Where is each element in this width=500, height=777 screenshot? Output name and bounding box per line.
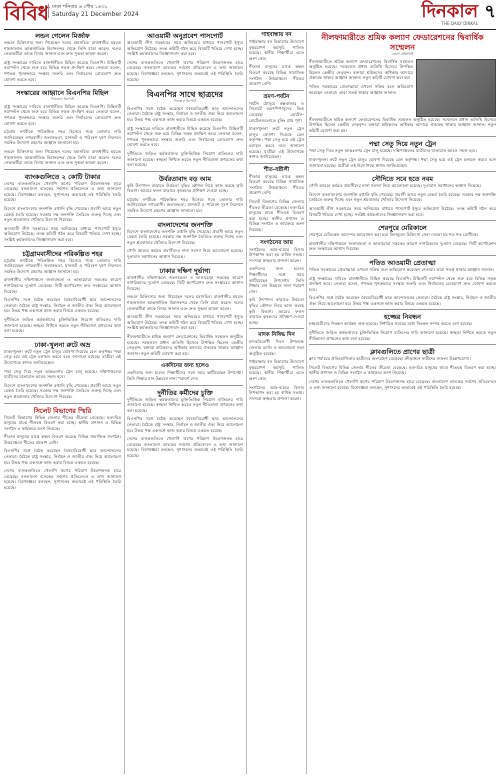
article-text: পদ্মা সেতু দিয়ে নতুন আন্তঃনগর ট্রেন চালু হয়েছে। দক্ষিণাঞ্চলের যাত্রীদের যাতায়াত আরও সহজ হবে। bbox=[4, 368, 121, 380]
article-text: পর্যটন মৌসুমে কক্সবাজার ও সিলেটে ভ্রমণপিপাসুদের ভিড় বেড়েছে। হোটেল-মোটেলগুলোতে বুকিং প্রায় পূর্ণ। bbox=[249, 100, 304, 123]
article-text: চট্টগ্রাম নগরীকে পরিকল্পিত শহর হিসেবে গড়ে তোলার দাবি জানিয়েছেন নগরবাসী। জলাবদ্ধতা, যানজট ও পরিবেশ দূষণ নিরসনে সমন্বিত উদ্যোগ গ্রহণের আহ্বান জানানো হয়। bbox=[4, 257, 121, 274]
byline: দিনকাল রিপোর্ট bbox=[173, 99, 197, 104]
headline[interactable]: শীত-বস্ত্রীলী bbox=[263, 166, 290, 173]
article-text: লন্ডনে চিকিৎসার জন্য গিয়েছেন দলের মহাসচিব। রাজধানীর হযরত শাহজালাল আন্তর্জাতিক বিমানবন্দর থেকে তিনি যাত্রা করেন। দলের নেতাকর্মীরা তাকে বিদায় জানান এবং দ্রুত সুস্থতা কামনা করেন। bbox=[4, 40, 121, 57]
article-text: পতিত সরকারের প্রেতাত্মারা এখনো সক্রিয় বলে অভিযোগ করেছেন নেতারা। তারা সতর্ক থাকার আহ্বান জানান। bbox=[309, 83, 413, 95]
separator bbox=[127, 217, 243, 218]
article-text: সৌদি আরবে কর্মরত প্রবাসীদের নানা সমস্যা নিয়ে আলোচনা হয়েছে। দূতাবাস সমাধানের আশ্বাস দিয়েছে। bbox=[309, 183, 482, 189]
headline[interactable]: পদ্মা সেতু দিয়ে নতুন ট্রেন bbox=[368, 140, 437, 149]
headline[interactable]: ভ্রমণ-পর্যটন bbox=[263, 93, 290, 100]
article-text: সৌদি আরবে কর্মরত প্রবাসীদের নানা সমস্যা নিয়ে আলোচনা হয়েছে। দূতাবাস সমাধানের আশ্বাস দিয়েছে। bbox=[127, 248, 243, 260]
article-text: বিদেশে বাংলাদেশের জনশক্তি রপ্তানি বৃদ্ধি পেয়েছে। প্রবাসী আয়ে নতুন রেকর্ড তৈরি হয়েছে। সরকার দক্ষ জনশক্তি তৈরিতে গুরুত্ব দিচ্ছে এবং নতুন শ্রমবাজার খোঁজার উদ্যোগ নিয়েছে। bbox=[4, 206, 121, 223]
article-text: রাজধানীর দক্ষিণাঞ্চলে জলাবদ্ধতা ও ভাঙাচোরা সড়কের কারণে নাগরিকদের দুর্ভোগ বেড়েছে। সিটি কর্পোরেশন দ্রুত সংস্কারের আশ্বাস দিয়েছে। bbox=[127, 274, 243, 291]
separator bbox=[127, 359, 243, 360]
separator bbox=[127, 171, 243, 172]
date-english: Saturday 21 December 2024 bbox=[52, 11, 139, 18]
separator bbox=[4, 337, 121, 338]
separator bbox=[249, 328, 304, 329]
article-text: শীতার্ত মানুষের মাঝে কম্বল বিতরণ করেছে বিভিন্ন সামাজিক সংগঠন। উত্তরাঞ্চলে শীতের প্রকোপ বেশি। bbox=[249, 173, 304, 196]
article-text: দুর্নীতিতে জড়িত কর্মকর্তাদের চুক্তিভিত্তিক নিয়োগ বাতিলের দাবি জানানো হয়েছে। স্বচ্ছতা নিশ্চিত করতে নতুন নীতিমালা প্রণয়নের কথা বলা হয়েছে। bbox=[127, 150, 243, 168]
article-text: বিএনপির সঙ্গে বৈঠক করেছেন বৈষম্যবিরোধী ছাত্র আন্দোলনের নেতারা। বৈঠকে রাষ্ট্র সংস্কার, নির্বাচন ও জাতীয় ঐক্য নিয়ে আলোচনা হয়। উভয় পক্ষ একসঙ্গে কাজ করার বিষয়ে একমত হয়েছে। bbox=[127, 416, 243, 433]
article-text: আওয়ামী লীগ সরকারের সময় অনিয়মের মাধ্যমে পাসপোর্ট ইস্যুর অভিযোগ উঠেছে। তদন্ত কমিটি গঠন করে বিষয়টি খতিয়ে দেখা হচ্ছে। সংশ্লিষ্ট কর্মকর্তাদের জিজ্ঞাসাবাদ করা হবে। bbox=[4, 225, 121, 243]
article-text: দেশের ব্যাংকগুলিতে খেলাপি ঋণের পরিমাণ উদ্বেগজনক হারে বেড়েছে। বাংলাদেশ ব্যাংকের সর্বশেষ প্রতিবেদনে এ তথ্য জানানো হয়েছে। বিশেষজ্ঞরা বলছেন, সুশাসনের অভাবেই এই পরিস্থিতি তৈরি হয়েছে। bbox=[4, 468, 121, 491]
article-text: চট্টগ্রাম নগরীকে পরিকল্পিত শহর হিসেবে গড়ে তোলার দাবি জানিয়েছেন নগরবাসী। জলাবদ্ধতা, যানজট ও পরিবেশ দূষণ নিরসনে সমন্বিত উদ্যোগ গ্রহণের আহ্বান জানানো হয়। bbox=[127, 196, 243, 214]
page-number: ৭ bbox=[484, 1, 496, 22]
article-text: শেরপুরে মেডিকেল ক্যাম্পের আয়োজন করা হয়। বিনামূল্যে চিকিৎসা সেবা দেওয়া হয় শত শত রোগীকে। bbox=[309, 232, 479, 238]
headline[interactable]: আওয়ামী অনুপ্রবেশ পাসপোর্ট bbox=[147, 32, 223, 40]
article-text: বিএনপির সঙ্গে বৈঠক করেছেন বৈষম্যবিরোধী ছাত্র আন্দোলনের নেতারা। বৈঠকে রাষ্ট্র সংস্কার, নির্বাচন ও জাতীয় ঐক্য নিয়ে আলোচনা হয়। উভয় পক্ষ একসঙ্গে কাজ করার বিষয়ে একমত হয়েছে। bbox=[127, 105, 243, 122]
article-text: বিদেশে বাংলাদেশের জনশক্তি রপ্তানি বৃদ্ধি পেয়েছে। প্রবাসী আয়ে নতুন রেকর্ড তৈরি হয়েছে। সরকার দক্ষ জনশক্তি তৈরিতে গুরুত্ব দিচ্ছে এবং নতুন শ্রমবাজার খোঁজার উদ্যোগ নিয়েছে। bbox=[4, 382, 121, 399]
headline[interactable]: শেরপুরে মেরিকালে bbox=[378, 224, 427, 233]
article-text: পতিত সরকারের প্রেতাত্মারা এখনো সক্রিয় বলে অভিযোগ করেছেন নেতারা। তারা সতর্ক থাকার আহ্বান জানান। bbox=[309, 266, 494, 272]
column-divider bbox=[124, 32, 125, 774]
article-text: বিএনপির সঙ্গে বৈঠক করেছেন বৈষম্যবিরোধী ছাত্র আন্দোলনের নেতারা। বৈঠকে রাষ্ট্র সংস্কার, নির্বাচন ও জাতীয় ঐক্য নিয়ে আলোচনা হয়। উভয় পক্ষ একসঙ্গে কাজ করার বিষয়ে একমত হয়েছে। bbox=[309, 295, 496, 306]
article-text: রাজধানীর দক্ষিণাঞ্চলে জলাবদ্ধতা ও ভাঙাচোরা সড়কের কারণে নাগরিকদের দুর্ভোগ বেড়েছে। সিটি কর্পোরেশন দ্রুত সংস্কারের আশ্বাস দিয়েছে। bbox=[309, 240, 496, 252]
separator bbox=[4, 403, 121, 404]
column-3 bbox=[249, 32, 304, 774]
separator bbox=[4, 85, 121, 86]
article-text: ঢাকা-খুলনা রুটে নতুন ট্রেন চালুর ঘোষণা দিয়েছে রেল কর্তৃপক্ষ। পদ্মা সেতু হয়ে এই ট্রেন চলাচল করবে বলে জানানো হয়েছে। যাত্রীরা এই উদ্যোগকে স্বাগত জানিয়েছেন। bbox=[249, 126, 304, 160]
article-text: সংগঠনের আয়-ব্যয়ের হিসাব উপস্থাপন করা হয় বার্ষিক সভায়। সদস্যরা স্বচ্ছতার প্রশংসা করেন। bbox=[249, 246, 304, 263]
masthead bbox=[4, 2, 496, 28]
separator bbox=[309, 136, 496, 137]
article-text: কৃষি উৎপাদন বাড়াতে উর্বরতা বৃদ্ধির কৌশল নিয়ে কাজ করছে কৃষি বিভাগ। আমের ফলন বাড়াতে কৃষকদের প্রশিক্ষণ দেওয়া হচ্ছে। bbox=[249, 297, 304, 325]
headline[interactable]: বিএনপির সাথে ছাত্রদের bbox=[146, 89, 224, 100]
article-text: গাইবান্ধায় বন বিভাগের উদ্যোগে বৃক্ষরোপণ কর্মসূচি পালিত হয়েছে। স্থানীয় শিক্ষার্থীরা এতে অংশ নেয়। bbox=[249, 359, 304, 381]
date-box bbox=[48, 4, 139, 18]
separator bbox=[249, 236, 304, 237]
separator bbox=[4, 169, 121, 170]
column-divider bbox=[246, 32, 247, 774]
separator bbox=[249, 90, 304, 91]
column-divider bbox=[306, 32, 307, 774]
article-text: আওয়ামী লীগ সরকারের সময় অনিয়মের মাধ্যমে পাসপোর্ট ইস্যুর অভিযোগ উঠেছে। তদন্ত কমিটি গঠন করে বিষয়টি খতিয়ে দেখা হচ্ছে। সংশ্লিষ্ট কর্মকর্তাদের জিজ্ঞাসাবাদ করা হবে। bbox=[127, 40, 243, 57]
article-text: শীতার্ত মানুষের মাঝে কম্বল বিতরণ করেছে বিভিন্ন সামাজিক সংগঠন। উত্তরাঞ্চলে শীতের প্রকোপ বেশি। bbox=[249, 64, 304, 87]
article-text: লন্ডনে চিকিৎসার জন্য গিয়েছেন দলের মহাসচিব। রাজধানীর হযরত শাহজালাল আন্তর্জাতিক বিমানবন্দর থেকে তিনি যাত্রা করেন। দলের নেতাকর্মীরা তাকে বিদায় জানান এবং দ্রুত সুস্থতা কামনা করেন। bbox=[127, 294, 243, 311]
article-text: রাষ্ট্র সংস্কারের দাবিতে রাজধানীতে মিছিল করেছে বিএনপি। মিছিলটি নয়াপল্টন থেকে শুরু হয়ে বিভিন্ন সড়ক প্রদক্ষিণ করে। নেতারা বলেন, গণতন্ত্র পুনরুদ্ধারে সংস্কার জরুরি এবং নির্বাচনের রোডম্যাপ দ্রুত ঘোষণা করতে হবে। bbox=[127, 125, 243, 148]
article-text: সিলেট বিভাগের বিভিন্ন জেলায় শীতের তীব্রতা বেড়েছে। হতদরিদ্র মানুষের মাঝে শীতবস্ত্র বিতরণ করা হচ্ছে। স্থানীয় প্রশাসন ও বিভিন্ন সংগঠন এ কার্যক্রমে অংশ নিয়েছে। bbox=[309, 364, 496, 376]
headline[interactable]: ব্যাংকগুলিতে ২ কোটি টাকার bbox=[24, 172, 101, 181]
headline[interactable]: দুর্নীতির কর্মীদের চুক্তি bbox=[157, 388, 213, 397]
separator bbox=[127, 85, 243, 86]
headline[interactable]: লন্ডন গেলেন মির্জাফ bbox=[35, 32, 90, 40]
separator bbox=[309, 344, 496, 345]
article-text: দুর্নীতিতে জড়িত কর্মকর্তাদের চুক্তিভিত্তিক নিয়োগ বাতিলের দাবি জানানো হয়েছে। স্বচ্ছতা নিশ্চিত করতে নতুন নীতিমালা প্রণয়নের কথা বলা হয়েছে। bbox=[127, 396, 243, 413]
article-text: একদিনের জন্য হলেও শিক্ষার্থীদের সঙ্গে সময় কাটিয়েছেন উপদেষ্টা। তিনি শিক্ষার মান উন্নয়নে নানা পরামর্শ দেন। bbox=[127, 370, 243, 381]
article-text: বিএনপির সঙ্গে বৈঠক করেছেন বৈষম্যবিরোধী ছাত্র আন্দোলনের নেতারা। বৈঠকে রাষ্ট্র সংস্কার, নির্বাচন ও জাতীয় ঐক্য নিয়ে আলোচনা হয়। উভয় পক্ষ একসঙ্গে কাজ করার বিষয়ে একমত হয়েছে। bbox=[4, 297, 121, 314]
column-2 bbox=[127, 32, 243, 774]
headline[interactable]: পতিত আওয়ামী প্রেতাত্মা bbox=[369, 258, 436, 267]
headline[interactable]: হজ্জের নিবন্ধন bbox=[383, 313, 422, 322]
separator bbox=[4, 246, 121, 247]
masthead-rule bbox=[4, 29, 496, 30]
headline[interactable]: ঢাকা-খুলনা রুটে অভ্র bbox=[34, 340, 91, 349]
article-text: ঢাকা-খুলনা রুটে নতুন ট্রেন চালুর ঘোষণা দিয়েছে রেল কর্তৃপক্ষ। পদ্মা সেতু হয়ে এই ট্রেন চলাচল করবে বলে জানানো হয়েছে। যাত্রীরা এই উদ্যোগকে স্বাগত জানিয়েছেন। bbox=[4, 348, 121, 365]
article-text: দুর্নীতিতে জড়িত কর্মকর্তাদের চুক্তিভিত্তিক নিয়োগ বাতিলের দাবি জানানো হয়েছে। স্বচ্ছতা নিশ্চিত করতে নতুন নীতিমালা প্রণয়নের কথা বলা হয়েছে। bbox=[4, 316, 121, 334]
date-bangla: ঢাকা শনিবার ৬ পৌষ ১৪৩১ bbox=[52, 4, 108, 10]
separator bbox=[309, 220, 496, 221]
article-text: গাইবান্ধায় বন বিভাগের উদ্যোগে বৃক্ষরোপণ কর্মসূচি পালিত হয়েছে। স্থানীয় শিক্ষার্থীরা এতে অংশ নেয়। bbox=[249, 39, 304, 61]
lead-headline[interactable]: নীলফামারীতে শ্রমিক কল্যাণ ফেডারেশনের দ্বিবার্ষিক সম্মেলন bbox=[321, 32, 484, 52]
article-text: সিলেট বিভাগের বিভিন্ন জেলায় শীতের তীব্রতা বেড়েছে। হতদরিদ্র মানুষের মাঝে শীতবস্ত্র বিতরণ করা হচ্ছে। স্থানীয় প্রশাসন ও বিভিন্ন সংগঠন এ কার্যক্রমে অংশ নিয়েছে। bbox=[4, 414, 121, 431]
article-text: দেশের ব্যাংকগুলিতে খেলাপি ঋণের পরিমাণ উদ্বেগজনক হারে বেড়েছে। বাংলাদেশ ব্যাংকের সর্বশেষ প্রতিবেদনে এ তথ্য জানানো হয়েছে। বিশেষজ্ঞরা বলছেন, সুশাসনের অভাবেই এই পরিস্থিতি তৈরি হয়েছে। bbox=[309, 379, 496, 390]
article-text: বিদেশে বাংলাদেশের জনশক্তি রপ্তানি বৃদ্ধি পেয়েছে। প্রবাসী আয়ে নতুন রেকর্ড তৈরি হয়েছে। সরকার দক্ষ জনশক্তি তৈরিতে গুরুত্ব দিচ্ছে এবং নতুন শ্রমবাজার খোঁজার উদ্যোগ নিয়েছে। bbox=[127, 228, 243, 245]
article-text: ক্লাব পর্যায়ের প্রতিযোগিতায় ছাত্রীদের অংশগ্রহণ বেড়েছে। ক্রীড়াঙ্গনে নারীদের সাফল্য উল্লেখযোগ্য। bbox=[309, 356, 471, 362]
article-text: দেশের ব্যাংকগুলিতে খেলাপি ঋণের পরিমাণ উদ্বেগজনক হারে বেড়েছে। বাংলাদেশ ব্যাংকের সর্বশেষ প্রতিবেদনে এ তথ্য জানানো হয়েছে। বিশেষজ্ঞরা বলছেন, সুশাসনের অভাবেই এই পরিস্থিতি তৈরি হয়েছে। bbox=[127, 436, 243, 458]
article-text: আওয়ামী লীগ সরকারের সময় অনিয়মের মাধ্যমে পাসপোর্ট ইস্যুর অভিযোগ উঠেছে। তদন্ত কমিটি গঠন করে বিষয়টি খতিয়ে দেখা হচ্ছে। সংশ্লিষ্ট কর্মকর্তাদের জিজ্ঞাসাবাদ করা হবে। bbox=[309, 205, 496, 217]
article-text: রাষ্ট্র সংস্কারের দাবিতে রাজধানীতে মিছিল করেছে বিএনপি। মিছিলটি নয়াপল্টন থেকে শুরু হয়ে বিভিন্ন সড়ক প্রদক্ষিণ করে। নেতারা বলেন, গণতন্ত্র পুনরুদ্ধারে সংস্কার জরুরি এবং নির্বাচনের রোডম্যাপ দ্রুত ঘোষণা করতে হবে। bbox=[4, 103, 121, 126]
article-text: কৃষি উৎপাদন বাড়াতে উর্বরতা বৃদ্ধির কৌশল নিয়ে কাজ করছে কৃষি বিভাগ। আমের ফলন বাড়াতে কৃষকদের প্রশিক্ষণ দেওয়া হচ্ছে। bbox=[127, 182, 243, 194]
byline: দিনকাল রিপোর্ট bbox=[51, 97, 74, 102]
lead-story-text bbox=[309, 59, 413, 117]
headline[interactable]: সংগঠনের আয় bbox=[260, 239, 293, 246]
article-text: দেশের ব্যাংকগুলিতে খেলাপি ঋণের পরিমাণ উদ্বেগজনক হারে বেড়েছে। বাংলাদেশ ব্যাংকের সর্বশেষ প্রতিবেদনে এ তথ্য জানানো হয়েছে। বিশেষজ্ঞরা বলছেন, সুশাসনের অভাবেই এই পরিস্থিতি তৈরি হয়েছে। bbox=[127, 59, 243, 82]
separator bbox=[309, 255, 496, 256]
article-text: চট্টগ্রাম নগরীকে পরিকল্পিত শহর হিসেবে গড়ে তোলার দাবি জানিয়েছেন নগরবাসী। জলাবদ্ধতা, যানজট ও পরিবেশ দূষণ নিরসনে সমন্বিত উদ্যোগ গ্রহণের আহ্বান জানানো হয়। bbox=[4, 129, 121, 146]
separator bbox=[127, 385, 243, 386]
article-text: হজ্জযাত্রীদের নিবন্ধন কার্যক্রম শুরু হয়েছে। নির্ধারিত সময়ের মধ্যে নিবন্ধন সম্পন্ন করতে বলা হয়েছে। bbox=[309, 321, 473, 327]
headline[interactable]: সংস্কারের আহ্বানে বিএনপির মিছিল bbox=[16, 89, 109, 98]
headline[interactable]: সিলেট বিভাগের স্মিরি bbox=[33, 406, 92, 415]
article-text: বিএনপির সঙ্গে বৈঠক করেছেন বৈষম্যবিরোধী ছাত্র আন্দোলনের নেতারা। বৈঠকে রাষ্ট্র সংস্কার, নির্বাচন ও জাতীয় ঐক্য নিয়ে আলোচনা হয়। উভয় পক্ষ একসঙ্গে কাজ করার বিষয়ে একমত হয়েছে। bbox=[4, 448, 121, 465]
article-text: পদ্মা সেতু দিয়ে নতুন আন্তঃনগর ট্রেন চালু হয়েছে। দক্ষিণাঞ্চলের যাত্রীদের যাতায়াত আরও সহজ হবে। bbox=[309, 148, 477, 154]
headline[interactable]: ক্লাবগুলিতে প্রাণের ছাত্রী bbox=[370, 348, 435, 357]
article-text: রাষ্ট্র সংস্কারের দাবিতে রাজধানীতে মিছিল করেছে বিএনপি। মিছিলটি নয়াপল্টন থেকে শুরু হয়ে বিভিন্ন সড়ক প্রদক্ষিণ করে। নেতারা বলেন, গণতন্ত্র পুনরুদ্ধারে সংস্কার জরুরি এবং নির্বাচনের রোডম্যাপ দ্রুত ঘোষণা করতে হবে। bbox=[309, 275, 496, 292]
article-text: দুর্নীতিতে জড়িত কর্মকর্তাদের চুক্তিভিত্তিক নিয়োগ বাতিলের দাবি জানানো হয়েছে। স্বচ্ছতা নিশ্চিত করতে নতুন নীতিমালা প্রণয়নের কথা বলা হয়েছে। bbox=[309, 330, 496, 341]
headline[interactable]: একদিনের জন্য হলেও bbox=[161, 363, 209, 370]
article-text: নীলফামারীতে শ্রমিক কল্যাণ ফেডারেশনের দ্বিবার্ষিক সম্মেলন অনুষ্ঠিত হয়েছে। সম্মেলনে প্রধান অতিথি হিসেবে উপস্থিত ছিলেন কেন্দ্রীয় নেতৃবৃন্দ। বক্তারা শ্রমিকদের অধিকার আদায়ে ঐক্যবদ্ধ থাকার আহ্বান জানান। নতুন কমিটি ঘোষণা করা হয়। bbox=[309, 58, 413, 81]
section-title: বিবিধ bbox=[4, 1, 49, 25]
headline[interactable]: মাদক নিষিদ্ধ দিন bbox=[258, 332, 295, 339]
headline[interactable]: চট্টগ্রামবাসীদের পরিকল্পিত শহর bbox=[22, 249, 103, 258]
headline[interactable]: ঢাকার দক্ষিণ দুর্ভাগ্য bbox=[159, 266, 211, 275]
headline[interactable]: গাইবান্ধায় বন bbox=[261, 32, 292, 38]
byline: জেলা প্রতিনিধি bbox=[391, 52, 414, 56]
separator bbox=[249, 163, 304, 164]
column-4 bbox=[309, 32, 496, 774]
brand-subtitle: THE DAILY DINKAL bbox=[441, 21, 478, 26]
brand-logo: দিনকাল bbox=[421, 1, 478, 22]
article-text: শীতার্ত মানুষের মাঝে কম্বল বিতরণ করেছে বিভিন্ন সামাজিক সংগঠন। উত্তরাঞ্চলে শীতের প্রকোপ বেশি। bbox=[4, 434, 121, 445]
column-1 bbox=[4, 32, 121, 774]
article-text: লন্ডনে চিকিৎসার জন্য গিয়েছেন দলের মহাসচিব। রাজধানীর হযরত শাহজালাল আন্তর্জাতিক বিমানবন্দর থেকে তিনি যাত্রা করেন। দলের নেতাকর্মীরা তাকে বিদায় জানান এবং দ্রুত সুস্থতা কামনা করেন। bbox=[4, 148, 121, 166]
article-text: একদিনের জন্য হলেও শিক্ষার্থীদের সঙ্গে সময় কাটিয়েছেন উপদেষ্টা। তিনি শিক্ষার মান উন্নয়নে নানা পরামর্শ দেন। bbox=[249, 266, 304, 294]
article-text: মাদকবিরোধী দিবস উপলক্ষে জেলায় র‍্যালি ও আলোচনা সভা অনুষ্ঠিত হয়েছে। bbox=[249, 339, 304, 356]
article-text: সংগঠনের আয়-ব্যয়ের হিসাব উপস্থাপন করা হয় বার্ষিক সভায়। সদস্যরা স্বচ্ছতার প্রশংসা করেন। bbox=[249, 384, 304, 401]
article-text: ঢাকা-খুলনা রুটে নতুন ট্রেন চালুর ঘোষণা দিয়েছে রেল কর্তৃপক্ষ। পদ্মা সেতু হয়ে এই ট্রেন চলাচল করবে বলে জানানো হয়েছে। যাত্রীরা এই উদ্যোগকে স্বাগত জানিয়েছেন। bbox=[309, 156, 496, 168]
separator bbox=[127, 263, 243, 264]
separator bbox=[309, 309, 496, 310]
lead-story bbox=[309, 59, 496, 117]
news-photo[interactable] bbox=[416, 59, 496, 117]
headline[interactable]: সৌদিতে সবে হতে নবম bbox=[372, 175, 433, 184]
article-text: আওয়ামী লীগ সরকারের সময় অনিয়মের মাধ্যমে পাসপোর্ট ইস্যুর অভিযোগ উঠেছে। তদন্ত কমিটি গঠন করে বিষয়টি খতিয়ে দেখা হচ্ছে। সংশ্লিষ্ট কর্মকর্তাদের জিজ্ঞাসাবাদ করা হবে। bbox=[127, 314, 243, 331]
article-text: নীলফামারীতে শ্রমিক কল্যাণ ফেডারেশনের দ্বিবার্ষিক সম্মেলন অনুষ্ঠিত হয়েছে। সম্মেলনে প্রধান অতিথি হিসেবে উপস্থিত ছিলেন কেন্দ্রীয় নেতৃবৃন্দ। বক্তারা শ্রমিকদের অধিকার আদায়ে ঐক্যবদ্ধ থাকার আহ্বান জানান। নতুন কমিটি ঘোষণা করা হয়। bbox=[127, 333, 243, 356]
article-text: দেশের ব্যাংকগুলিতে খেলাপি ঋণের পরিমাণ উদ্বেগজনক হারে বেড়েছে। বাংলাদেশ ব্যাংকের সর্বশেষ প্রতিবেদনে এ তথ্য জানানো হয়েছে। বিশেষজ্ঞরা বলছেন, সুশাসনের অভাবেই এই পরিস্থিতি তৈরি হয়েছে। bbox=[4, 180, 121, 203]
headline[interactable]: বাংলাদেশের জনশক্তি bbox=[157, 220, 213, 229]
article-text: রাষ্ট্র সংস্কারের দাবিতে রাজধানীতে মিছিল করেছে বিএনপি। মিছিলটি নয়াপল্টন থেকে শুরু হয়ে বিভিন্ন সড়ক প্রদক্ষিণ করে। নেতারা বলেন, গণতন্ত্র পুনরুদ্ধারে সংস্কার জরুরি এবং নির্বাচনের রোডম্যাপ দ্রুত ঘোষণা করতে হবে। bbox=[4, 59, 121, 82]
article-text: বিদেশে বাংলাদেশের জনশক্তি রপ্তানি বৃদ্ধি পেয়েছে। প্রবাসী আয়ে নতুন রেকর্ড তৈরি হয়েছে। সরকার দক্ষ জনশক্তি তৈরিতে গুরুত্ব দিচ্ছে এবং নতুন শ্রমবাজার খোঁজার উদ্যোগ নিয়েছে। bbox=[309, 191, 496, 203]
article-text: নীলফামারীতে শ্রমিক কল্যাণ ফেডারেশনের দ্বিবার্ষিক সম্মেলন অনুষ্ঠিত হয়েছে। সম্মেলনে প্রধান অতিথি হিসেবে উপস্থিত ছিলেন কেন্দ্রীয় নেতৃবৃন্দ। বক্তারা শ্রমিকদের অধিকার আদায়ে ঐক্যবদ্ধ থাকার আহ্বান জানান। নতুন কমিটি ঘোষণা করা হয়। bbox=[309, 116, 496, 133]
article-text: সিলেট বিভাগের বিভিন্ন জেলায় শীতের তীব্রতা বেড়েছে। হতদরিদ্র মানুষের মাঝে শীতবস্ত্র বিতরণ করা হচ্ছে। স্থানীয় প্রশাসন ও বিভিন্ন সংগঠন এ কার্যক্রমে অংশ নিয়েছে। bbox=[249, 199, 304, 233]
article-text: রাজধানীর দক্ষিণাঞ্চলে জলাবদ্ধতা ও ভাঙাচোরা সড়কের কারণে নাগরিকদের দুর্ভোগ বেড়েছে। সিটি কর্পোরেশন দ্রুত সংস্কারের আশ্বাস দিয়েছে। bbox=[4, 277, 121, 294]
headline[interactable]: উর্বরতাবাদ বড় আম bbox=[159, 174, 211, 183]
separator bbox=[309, 171, 496, 172]
